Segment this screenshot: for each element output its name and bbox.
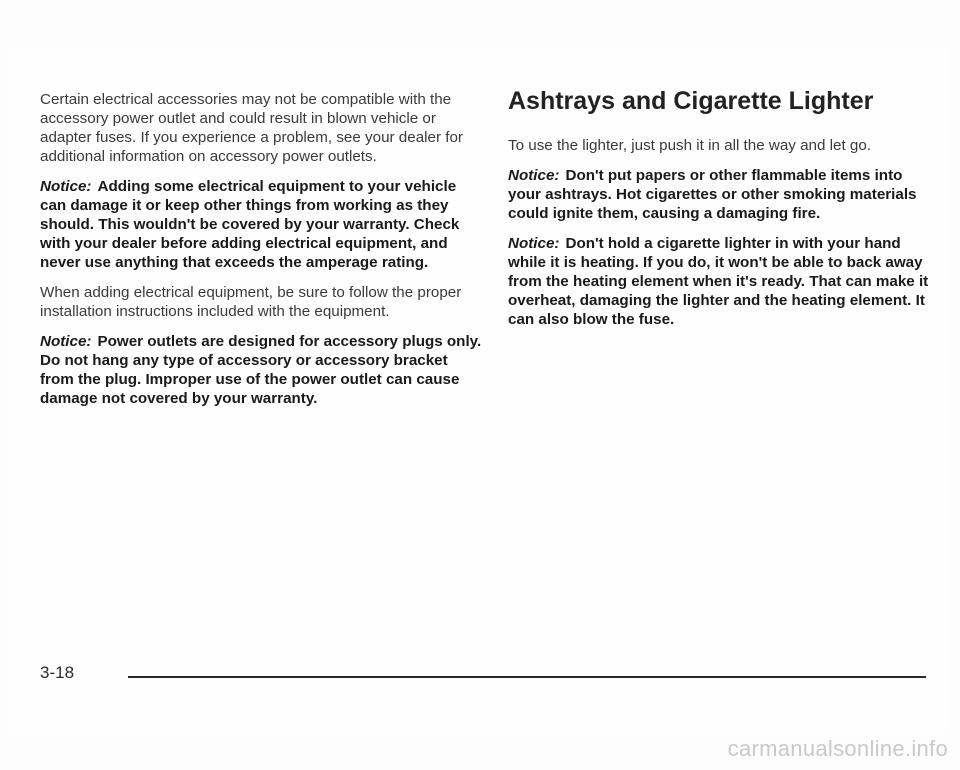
notice-text: Power outlets are designed for accessory plugs only. Do not hang any type of accessory or accessory bracket from the plug. Improper use of the power outlet can cause damage not covered by your warranty.	[40, 333, 482, 407]
notice-label: Notice:	[40, 333, 92, 350]
notice-power-outlets	[40, 332, 485, 408]
footer-rule	[128, 676, 926, 678]
right-column	[508, 87, 938, 340]
lighter-usage-paragraph: To use the lighter, just push it in all the way and let go.	[508, 137, 872, 154]
notice-lighter	[508, 234, 938, 329]
left-column	[40, 90, 485, 419]
compatibility-paragraph: Certain electrical accessories may not be compatible with the accessory power outlet and could result in blown vehicle or adapter fuses. If you experience a problem, see your dealer for additional information on accessory power outlets.	[40, 91, 463, 165]
notice-text: Don't put papers or other flammable items into your ashtrays. Hot cigarettes or other smoking materials could ignite them, causing a damaging fire.	[508, 167, 917, 222]
notice-label: Notice:	[40, 178, 92, 195]
page-footer	[40, 663, 926, 687]
notice-text: Don't hold a cigarette lighter in with your hand while it is heating. If you do, it won't be able to back away from the heating element when it's ready. That can make it overheat, damaging the lighter and the heating element. It can also blow the fuse.	[508, 235, 929, 328]
installation-paragraph: When adding electrical equipment, be sure to follow the proper installation instructions included with the equipment.	[40, 284, 462, 320]
notice-ashtrays	[508, 166, 938, 223]
watermark-text: carmanualsonline.info	[727, 736, 948, 761]
notice-label: Notice:	[508, 235, 560, 252]
notice-text: Adding some electrical equipment to your vehicle can damage it or keep other things from working as they should. This wouldn't be covered by your warranty. Check with your dealer before adding electrical equipment, and never use anything that exceeds the amperage rating.	[40, 178, 460, 271]
notice-label: Notice:	[508, 167, 560, 184]
notice-equipment	[40, 177, 485, 272]
manual-page	[10, 48, 948, 734]
section-heading: Ashtrays and Cigarette Lighter	[508, 87, 874, 115]
page-number: 3-18	[40, 663, 75, 682]
